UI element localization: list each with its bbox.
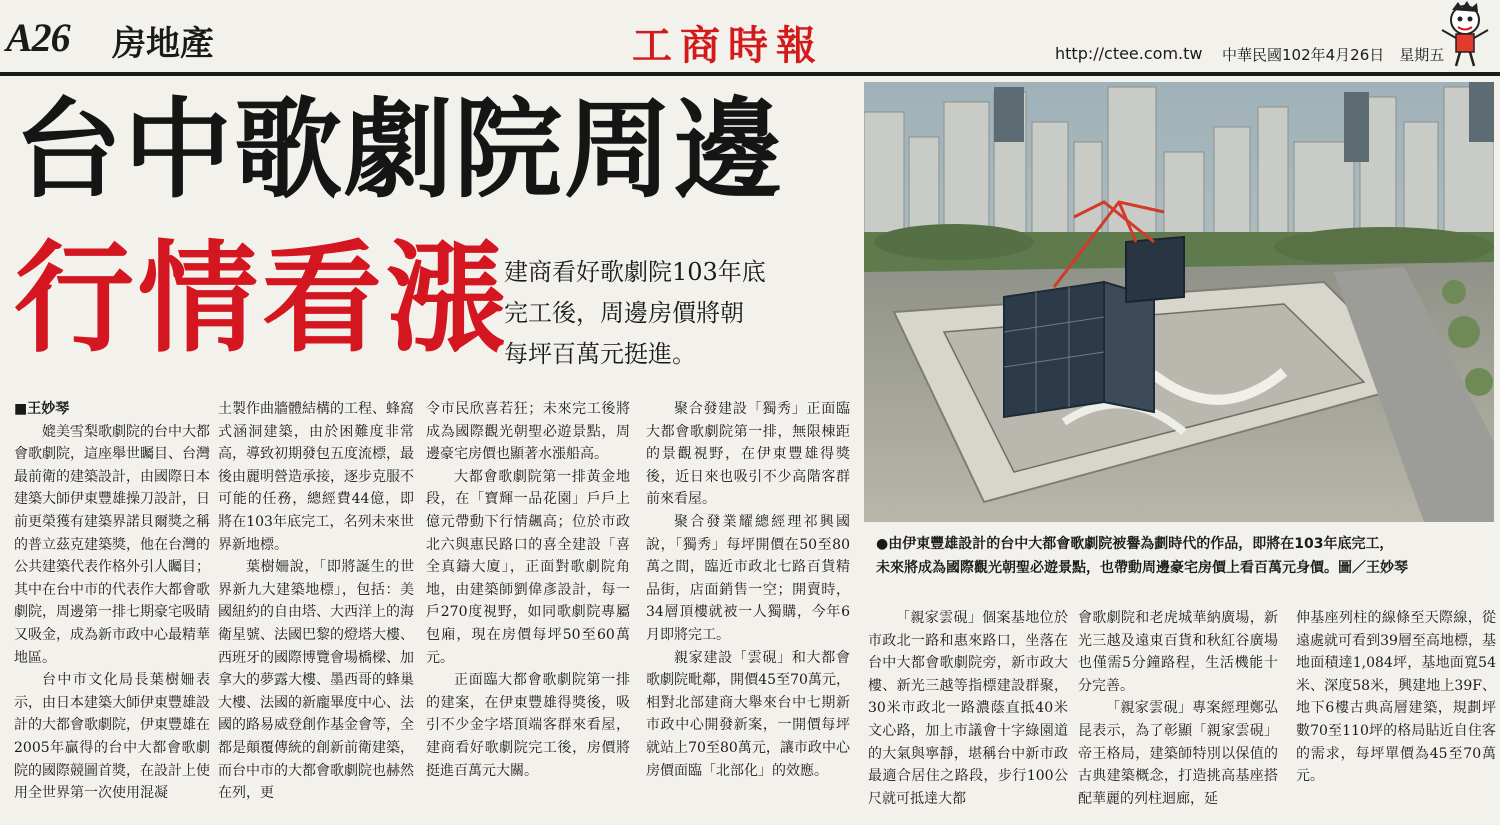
paragraph: 土製作曲牆體結構的工程、蜂窩式涵洞建築，由於困難度非常高，導致初期發包五度流標，最後由麗明營造承接，逐步克服不可能的任務，總經費44億，即將在103年底完工，名列未來世界新地標。 xyxy=(218,401,414,553)
header-rule xyxy=(0,72,1500,76)
caption-line: 未來將成為國際觀光朝聖必遊景點，也帶動周邊豪宅房價上看百萬元身價。圖／王妙琴 xyxy=(876,560,1408,576)
article-column-4 xyxy=(646,398,850,782)
opera-house-construction-photo xyxy=(864,82,1494,522)
paragraph: 「親家雲硯」個案基地位於市政北一路和惠來路口，坐落在台中大都會歌劇院旁，新市政大樓、新光三越等指標建設群聚，30米市政北一路濃蔭直抵40米文心路，加上市議會十字綠園道的大氣與寧靜，堪稱台中新市政最適合居住之路段，步行100公尺就可抵達大都 xyxy=(868,610,1068,807)
paragraph: 會歌劇院和老虎城華納廣場，新光三越及遠東百貨和秋紅谷廣場也僅需5分鐘路程，生活機能十分完善。 xyxy=(1078,610,1278,694)
photo-caption xyxy=(876,532,1492,580)
paragraph: 聚合發業耀總經理祁興國說，「獨秀」每坪開價在50至80萬之間，臨近市政北七路百貨精品街，店面銷售一空；開賣時，34層頂樓就被一人獨購，今年6月即將完工。 xyxy=(646,513,850,643)
newspaper-masthead: 工商時報 xyxy=(632,22,824,69)
newspaper-url: http://ctee.com.tw xyxy=(1055,44,1203,63)
paragraph: 正面臨大都會歌劇院第一排的建案，在伊東豐雄得獎後，吸引不少金字塔頂端客群來看屋，建商看好歌劇院完工後，房價將挺進百萬元大關。 xyxy=(426,672,630,779)
article-column-3 xyxy=(426,398,630,782)
article-column-7 xyxy=(1296,607,1496,788)
headline-secondary: 行情看漲 xyxy=(14,228,510,369)
subheadline-deck xyxy=(504,252,834,375)
paragraph: 媲美雪梨歌劇院的台中大都會歌劇院，這座舉世矚目、台灣最前衛的建築設計，由國際日本建築大師伊東豐雄操刀設計，日前更榮獲有建築界諾貝爾獎之稱的普立茲克建築獎，他在台灣的公共建築代表作格外引人矚目；其中在台中市的代表作大都會歌劇院，周邊第一排七期豪宅吸睛又吸金，成為新市政中心最精華地區。 xyxy=(14,423,210,666)
paragraph: 伸基座列柱的線條至天際線，從遠處就可看到39層至高地標，基地面積達1,084坪，基地面寬54米、深度58米，興建地上39F、地下6樓古典高層建築，規劃坪數70至110坪的格局貼近自住客的需求，每坪單價為45至70萬元。 xyxy=(1296,610,1496,785)
deck-line: 完工後，周邊房價將朝 xyxy=(504,299,744,327)
paragraph: 台中市文化局長葉樹姍表示，由日本建築大師伊東豐雄設計的大都會歌劇院，伊東豐雄在2005年贏得的台中大都會歌劇院的國際競圖首獎，在設計上使用全世界第一次使用混凝 xyxy=(14,672,210,802)
deck-line: 每坪百萬元挺進。 xyxy=(504,340,696,368)
article-column-6 xyxy=(1078,607,1278,810)
deck-line: 建商看好歌劇院103年底 xyxy=(504,258,766,286)
byline: ■王妙琴 xyxy=(14,401,70,417)
paragraph: 「親家雲硯」專案經理鄭弘昆表示，為了彰顯「親家雲硯」帝王格局，建築師特別以保值的古典建築概念，打造挑高基座搭配華麗的列柱迴廊，延 xyxy=(1078,700,1278,807)
headline-main: 台中歌劇院周邊 xyxy=(14,87,785,213)
mascot-icon xyxy=(1432,0,1498,70)
publication-date: 中華民國102年4月26日 星期五 xyxy=(1222,46,1445,64)
page-number: A26 xyxy=(6,15,70,60)
article-column-2 xyxy=(218,398,414,805)
article-column-1 xyxy=(14,398,210,805)
section-name: 房地產 xyxy=(112,24,214,64)
paragraph: 大都會歌劇院第一排黃金地段，在「寶輝一品花園」戶戶上億元帶動下行情飆高；位於市政北六與惠民路口的喜全建設「喜全真鑄大廈」，正面對歌劇院角地，由建築師劉偉彥設計，每一戶270度視野，如同歌劇院專屬包廂，現在房價每坪50至60萬元。 xyxy=(426,468,630,666)
paragraph: 令市民欣喜若狂；未來完工後將成為國際觀光朝聖必遊景點，周邊豪宅房價也顯著水漲船高。 xyxy=(426,401,630,463)
paragraph: 聚合發建設「獨秀」正面臨大都會歌劇院第一排，無限棟距的景觀視野，在伊東豐雄得獎後，近日來也吸引不少高階客群前來看屋。 xyxy=(646,401,850,508)
caption-line: ●由伊東豐雄設計的台中大都會歌劇院被譽為劃時代的作品，即將在103年底完工， xyxy=(876,536,1394,552)
paragraph: 葉樹姍說，「即將誕生的世界新九大建築地標」，包括：美國紐約的自由塔、大西洋上的海衛星號、法國巴黎的燈塔大樓、西班牙的國際博覽會場橋樑、加拿大的夢露大樓、墨西哥的蜂巢大樓、法國的新龐畢度中心、法國的路易威登創作基金會等，全都是顛覆傳統的創新前衛建築，而台中市的大都會歌劇院也赫然在列，更 xyxy=(218,559,414,802)
article-column-5 xyxy=(868,607,1068,810)
paragraph: 親家建設「雲硯」和大都會歌劇院毗鄰，開價45至70萬元，相對北部建商大舉來台中七期新市政中心開發新案，一開價每坪就站上70至80萬元，讓市政中心房價面臨「北部化」的效應。 xyxy=(646,649,850,779)
